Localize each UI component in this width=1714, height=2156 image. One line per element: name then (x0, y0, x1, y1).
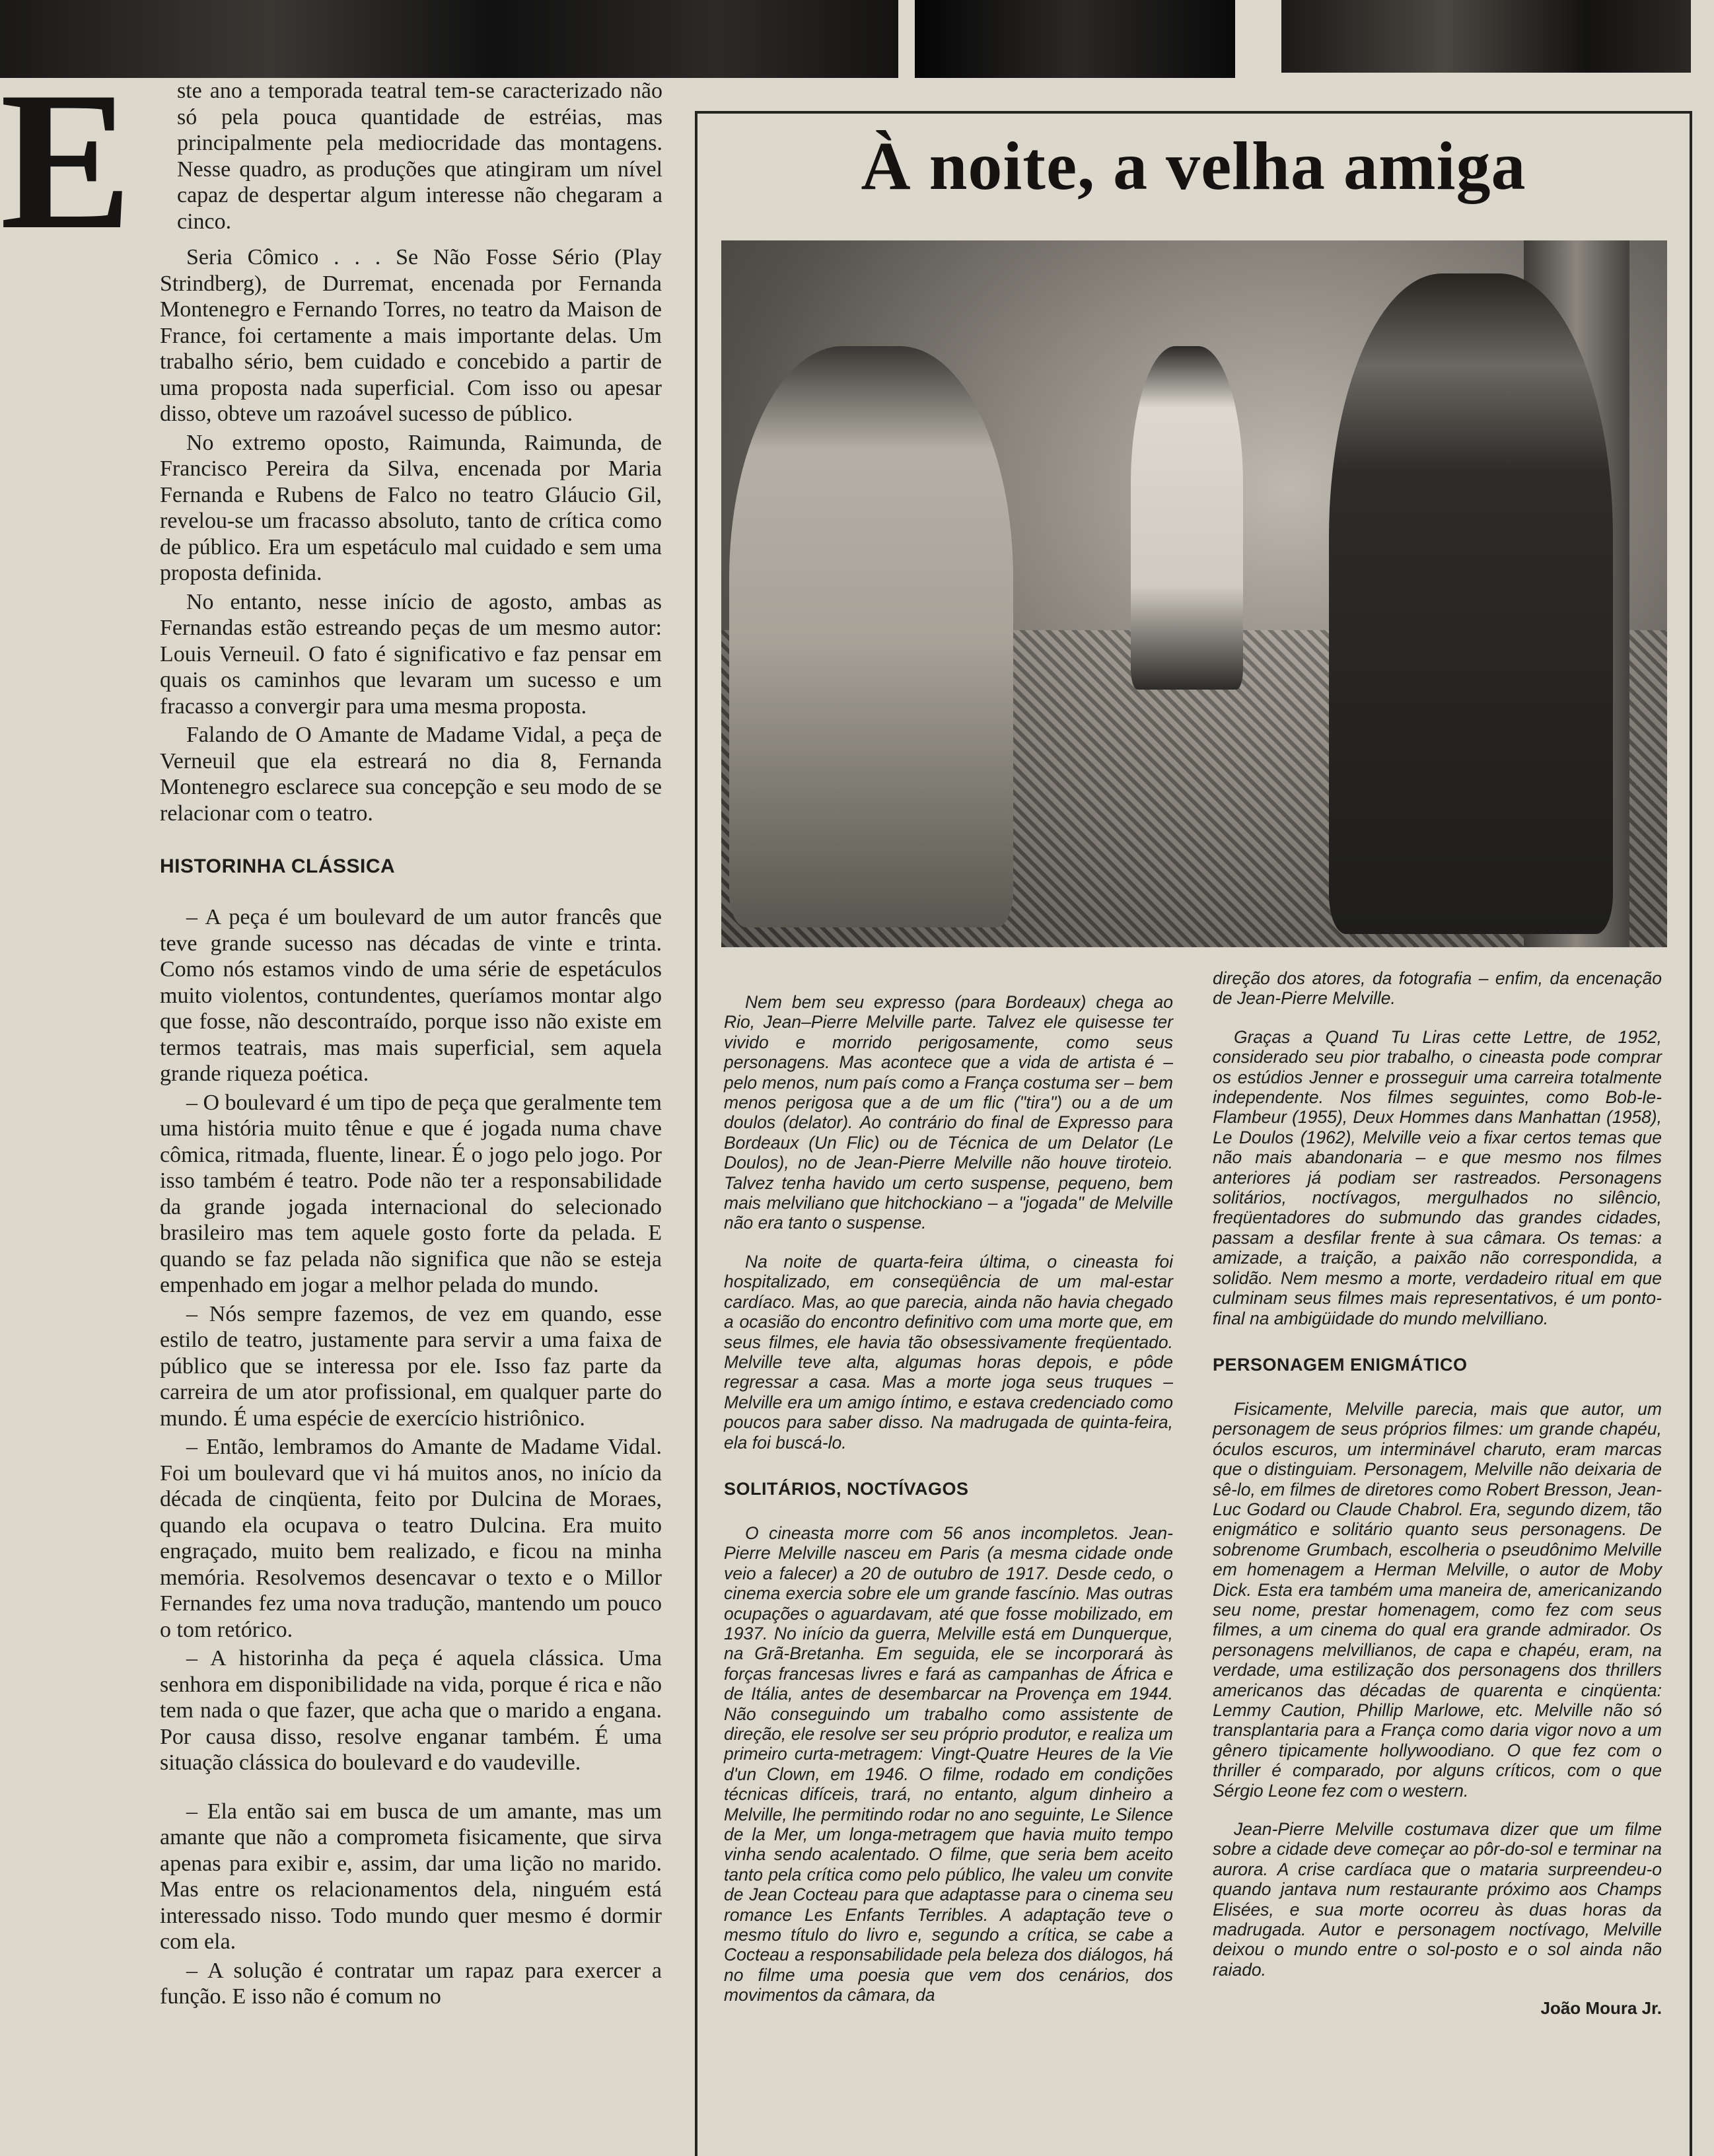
paragraph: – A solução é contratar um rapaz para exercer a função. E isso não é comum no (160, 1958, 662, 2009)
paragraph: – Nós sempre fazemos, de vez em quando, esse estilo de teatro, justamente para servir a uma faixa de público que se interessa por ele. Isso faz parte da carreira de um ator profissional, em qualquer parte do mundo. É uma espécie de exercício histriônico. (160, 1301, 662, 1431)
paragraph: Na noite de quarta-feira última, o cineasta foi hospitalizado, em conseqüência de um mal-estar cardíaco. Mas, ao que parecia, ainda não havia chegado a ocasião do encontro definitivo com uma morte que, em seus filmes, ele havia tão obsessivamente freqüentado. Melville teve alta, algumas horas depois, e pôde regressar a casa. Mas a morte joga seus truques – Melville era um amigo íntimo, e estava credenciado como poucos para saber disso. Na madrugada de quinta-feira, ela foi buscá-lo. (724, 1251, 1173, 1453)
paragraph: No entanto, nesse início de agosto, ambas as Fernandas estão estreando peças de um mesmo autor: Louis Verneuil. O fato é significativo e faz pensar em quais os caminhos que levaram um sucesso e um fracasso a convergir para uma mesma proposta. (160, 589, 662, 719)
drop-cap: E (0, 82, 126, 239)
article-intro (177, 78, 662, 237)
headline: À noite, a velha amiga (861, 128, 1526, 204)
paragraph: – A peça é um boulevard de um autor francês que teve grande sucesso nas décadas de vinte e trinta. Como nós estamos vindo de uma série de espetáculos muito violentos, contundentes, queríamos montar algo que fosse, não descontraído, porque isso não existe em termos teatrais, mas mais superficial, sem aquela grande riqueza poética. (160, 905, 662, 1086)
theatre-article (0, 78, 666, 2156)
column-left (724, 992, 1173, 2024)
byline: João Moura Jr. (1540, 1998, 1662, 2019)
paragraph: – O boulevard é um tipo de peça que geralmente tem uma história muito tênue e que é jogada numa chave cômica, ritmada, fluente, linear. É o jogo pelo jogo. Por isso também é teatro. Pode não ter a responsabilidade da grande jogada internacional do selecionado brasileiro mas tem aquele gosto forte da pelada. E quando se faz pelada não significa que não se esteja empenhado em jogar a melhor pelada do mundo. (160, 1090, 662, 1297)
melville-article-box (695, 111, 1692, 2156)
paragraph: Fisicamente, Melville parecia, mais que autor, um personagem de seus próprios filmes: um grande chapéu, óculos escuros, um interminável charuto, eram marcas que o distinguiam. Personagem, Melville não deixaria de sê-lo, em filmes de diretores como Robert Bresson, Jean-Luc Godard ou Claude Chabrol. Era, segundo dizem, tão enigmático e solitário quanto seus personagens. De sobrenome Grumbach, escolheria o pseudônimo Melville em homenagem a Herman Melville, o autor de Moby Dick. Esta era também uma maneira de, americanizando seu nome, prestar homenagem, como fez com seus filmes, a um cinema do qual era grande admirador. Os personagens melvillianos, de capa e chapéu, eram, na verdade, uma estilização dos personagens dos thrillers americanos das décadas de quarenta e cinqüenta: Lemmy Caution, Phillip Marlowe, etc. Melville não só transplantaria para a França como daria vigor novo a um gênero tipicamente hollywoodiano. O que fez com o thriller é comparado, por alguns críticos, com o que Sérgio Leone fez com o western. (1213, 1398, 1662, 1801)
photo-figure-left (729, 346, 1013, 927)
column-right (1213, 968, 1662, 2019)
paragraph: – Ela então sai em busca de um amante, mas um amante que não a comprometa fisicamente, que sirva apenas para exibir e, assim, dar uma lição no marido. Mas entre os relacionamentos dela, ninguém está interessado nisso. Todo mundo quer mesmo é dormir com ela. (160, 1799, 662, 1954)
paragraph: Jean-Pierre Melville costumava dizer que um filme sobre a cidade deve começar ao pôr-do-sol e terminar na aurora. A crise cardíaca que o mataria surpreendeu-o quando jantava num restaurante próximo aos Champs Elisées, e sua morte ocorreu às duas horas da madrugada. Autor e personagem noctívago, Melville deixou o mundo entre o sol-posto e o sol ainda não raiado. (1213, 1819, 1662, 1980)
top-photo-strip-right (1281, 0, 1691, 73)
paragraph: Nem bem seu expresso (para Bordeaux) chega ao Rio, Jean–Pierre Melville parte. Talvez ele quisesse ter vivido e morrido perigosamente, como seus personagens. Mas acontece que a vida de artista é – pelo menos, num país como a França costuma ser – bem menos perigosa que a de um flic ("tira") ou a de um doulos (delator). Ao contrário do final de Expresso para Bordeaux (Un Flic) ou de Técnica de um Delator (Le Doulos), no de Jean-Pierre Melville não houve tiroteio. Talvez tenha havido um certo suspense, pequeno, bem mais melviliano que hitchockiano – a "jogada" de Melville não era tanto o suspense. (724, 992, 1173, 1233)
section-heading: SOLITÁRIOS, NOCTÍVAGOS (724, 1478, 969, 1499)
spacer (160, 1779, 662, 1799)
photo-figure-center (1131, 346, 1243, 690)
section-heading: PERSONAGEM ENIGMÁTICO (1213, 1354, 1468, 1375)
paragraph: No extremo oposto, Raimunda, Raimunda, de Francisco Pereira da Silva, encenada por Maria Fernanda e Rubens de Falco no teatro Gláucio Gil, revelou-se um fracasso absoluto, tanto de crítica como de público. Era um espetáculo mal cuidado e sem uma proposta definida. (160, 430, 662, 585)
paragraph: O cineasta morre com 56 anos incompletos. Jean-Pierre Melville nasceu em Paris (a mesma cidade onde veio a falecer) a 20 de outubro de 1917. Desde cedo, o cinema exercia sobre ele um grande fascínio. Mas outras ocupações o aguardavam, até que fosse mobilizado, em 1937. No início da guerra, Melville está em Dunquerque, na Grã-Bretanha. Em seguida, ele se incorporará às forças francesas livres e fará as campanhas de África e de Itália, antes de desembarcar na Provença em 1944. Não conseguindo um trabalho como assistente de direção, ele resolve ser seu próprio produtor, e realiza um primeiro curta-metragem: Vingt-Quatre Heures de la Vie d'un Clown, em 1946. O filme, rodado em condições técnicas difíceis, trará, no entanto, algum dinheiro a Melville, lhe permitindo rodar no ano seguinte, Le Silence de la Mer, um longa-metragem que havia muito tempo vinha sendo acalentado. O filme, que seria bem aceito tanto pela crítica como pelo público, lhe valeu um convite de Jean Cocteau para que adaptasse para o cinema seu romance Les Enfants Terribles. A adaptação teve o mesmo título do livro e, segundo a crítica, se cabe a Cocteau a responsabilidade pela beleza dos diálogos, há no filme uma poesia que vem dos cenários, dos movimentos da câmara, da (724, 1523, 1173, 2005)
film-still-photo (721, 240, 1667, 947)
paragraph: direção dos atores, da fotografia – enfim, da encenação de Jean-Pierre Melville. (1213, 968, 1662, 1009)
intro-paragraph: ste ano a temporada teatral tem-se caracterizado não só pela pouca quantidade de estréias, mas principalmente pela mediocridade das montagens. Nesse quadro, as produções que atingiram um nível capaz de despertar algum interesse não chegaram a cinco. (177, 79, 662, 234)
section-heading: HISTORINHA CLÁSSICA (160, 855, 396, 877)
paragraph: Falando de O Amante de Madame Vidal, a peça de Verneuil que ela estreará no dia 8, Fernanda Montenegro esclarece sua concepção e seu modo de se relacionar com o teatro. (160, 723, 662, 826)
paragraph: – Então, lembramos do Amante de Madame Vidal. Foi um boulevard que vi há muitos anos, no início da década de cinqüenta, feito por Dulcina de Moraes, quando ela ocupava o teatro Dulcina. Era muito engraçado, muito bem realizado, e ficou na minha memória. Resolvemos desencavar o texto e o Millor Fernandes fez uma nova tradução, mantendo um pouco o tom retórico. (160, 1435, 662, 1642)
top-photo-strip-left (0, 0, 898, 78)
paragraph: – A historinha da peça é aquela clássica. Uma senhora em disponibilidade na vida, porque é rica e não tem nada o que fazer, que acha que o marido a engana. Por causa disso, resolve enganar também. É uma situação clássica do boulevard e do vaudeville. (160, 1646, 662, 1775)
paragraph: Seria Cômico . . . Se Não Fosse Sério (Play Strindberg), de Durremat, encenada por Fernanda Montenegro e Fernando Torres, no teatro da Maison de France, foi certamente a mais importante delas. Um trabalho sério, bem cuidado e concebido a partir de uma proposta nada superficial. Com isso ou apesar disso, obteve um razoável sucesso de público. (160, 245, 662, 426)
photo-figure-right (1329, 273, 1613, 934)
paragraph: Graças a Quand Tu Liras cette Lettre, de 1952, considerado seu pior trabalho, o cineasta pode comprar os estúdios Jenner e prosseguir uma carreira totalmente independente. Nos filmes seguintes, como Bob-le-Flambeur (1955), Deux Hommes dans Manhattan (1958), Le Doulos (1962), Melville veio a fixar certos temas que não mais abandonaria – e que mesmo nos filmes anteriores já podiam ser rastreados. Personagens solitários, noctívagos, mergulhados no silêncio, freqüentadores do submundo das grandes cidades, passam a desfilar frente à sua câmara. Os temas: a amizade, a traição, a paixão não correspondida, a solidão. Nem mesmo a morte, verdadeiro ritual em que culminam seus filmes mais representativos, é um ponto-final na ambigüidade do mundo melvilliano. (1213, 1026, 1662, 1328)
article-body (160, 244, 662, 2013)
top-photo-strip-middle (915, 0, 1235, 78)
